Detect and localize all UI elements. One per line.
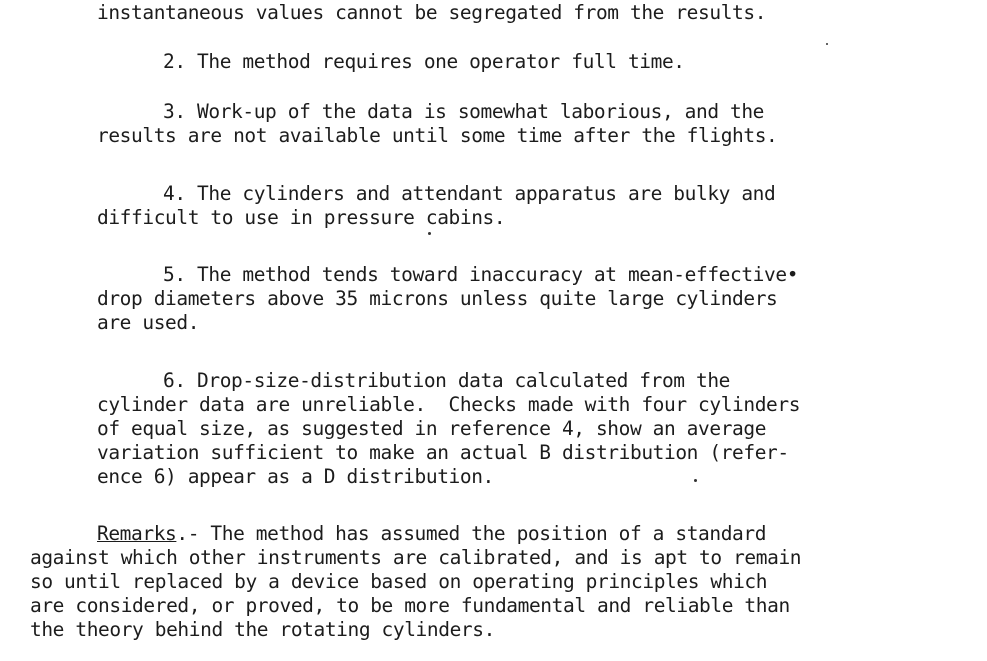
text-line: are used. — [97, 311, 200, 334]
item-5-text: 5. The method tends toward inaccuracy at mean-effective• — [163, 263, 799, 286]
text-line: ence 6) appear as a D distribution. — [97, 465, 494, 488]
text-line: so until replaced by a device based on operating principles which — [30, 570, 768, 593]
text-line: cylinder data are unreliable. Checks made with four cylinders — [97, 393, 801, 416]
remarks-paragraph-start — [97, 522, 766, 546]
item-6-text: 6. Drop-size-distribution data calculated from the — [163, 369, 730, 392]
scan-speck — [694, 479, 697, 482]
text-line: against which other instruments are calibrated, and is apt to remain — [30, 546, 802, 569]
text-line: drop diameters above 35 microns unless quite large cylinders — [97, 287, 778, 310]
text-line: instantaneous values cannot be segregated from the results. — [97, 1, 767, 24]
item-4-text: 4. The cylinders and attendant apparatus are bulky and — [163, 182, 776, 205]
text-line: are considered, or proved, to be more fundamental and reliable than — [30, 594, 790, 617]
remarks-label: Remarks — [97, 522, 177, 545]
text-line: results are not available until some time after the flights. — [97, 124, 778, 147]
text-line: difficult to use in pressure cabins. — [97, 206, 506, 229]
item-3-text: 3. Work-up of the data is somewhat laborious, and the — [163, 100, 765, 123]
remarks-text: .- The method has assumed the position of a standard — [176, 522, 767, 545]
text-line: variation sufficient to make an actual B distribution (refer- — [97, 441, 789, 464]
text-line: the theory behind the rotating cylinders. — [30, 618, 495, 641]
item-2-text: 2. The method requires one operator full time. — [163, 50, 685, 73]
text-line: of equal size, as suggested in reference 4, show an average — [97, 417, 767, 440]
scan-speck — [428, 232, 431, 235]
scan-speck — [826, 43, 828, 45]
